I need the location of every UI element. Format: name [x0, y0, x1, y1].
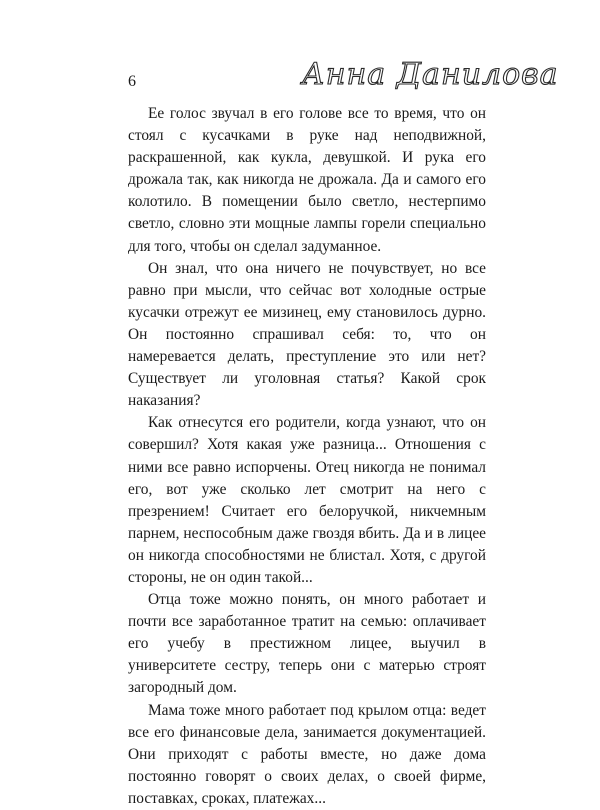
paragraph: Как отнесутся его родители, когда узнают, что он совершил? Хотя какая уже разница... Отношения с ними все равно испорчены. Отец никогда не понимал его, вот уже сколько лет смотрит на него с презрением! Считает его белоручкой, никчемным парнем, неспособным даже гвоздя вбить. Да и в лицее он никогда способностями не блистал. Хотя, с другой стороны, не он один такой...	[128, 414, 486, 586]
book-text	[128, 103, 486, 810]
paragraph: Он знал, что она ничего не почувствует, но все равно при мысли, что сейчас вот холодные острые кусачки отрежут ее мизинец, ему становилось дурно. Он постоянно спрашивал себя: то, что он намеревается делать, преступление это или нет? Существует ли уголовная статья? Какой срок наказания?	[128, 259, 486, 410]
page-number: 6	[128, 73, 136, 90]
paragraph: Ее голос звучал в его голове все то время, что он стоял с кусачками в руке над неподвижной, раскрашенной, как кукла, девушкой. И рука его дрожала так, как никогда не дрожала. Да и самого его колотило. В помещении было светло, нестерпимо светло, словно эти мощные лампы горели специально для того, чтобы он сделал задуманное.	[128, 105, 486, 255]
paragraph: Мама тоже много работает под крылом отца: ведет все его финансовые дела, занимается документацией. Они приходят с работы вместе, но даже дома постоянно говорят о своих делах, о своей фирме, поставках, сроках, платежах...	[128, 701, 486, 807]
author-name-logo	[300, 40, 559, 102]
paragraph: Отца тоже можно понять, он много работает и почти все заработанное тратит на семью: оплачивает его учебу в престижном лицее, выучил в университете сестру, теперь они с матерью строят загородный дом.	[128, 591, 486, 697]
author-name-text: Анна Данилова	[302, 57, 559, 92]
